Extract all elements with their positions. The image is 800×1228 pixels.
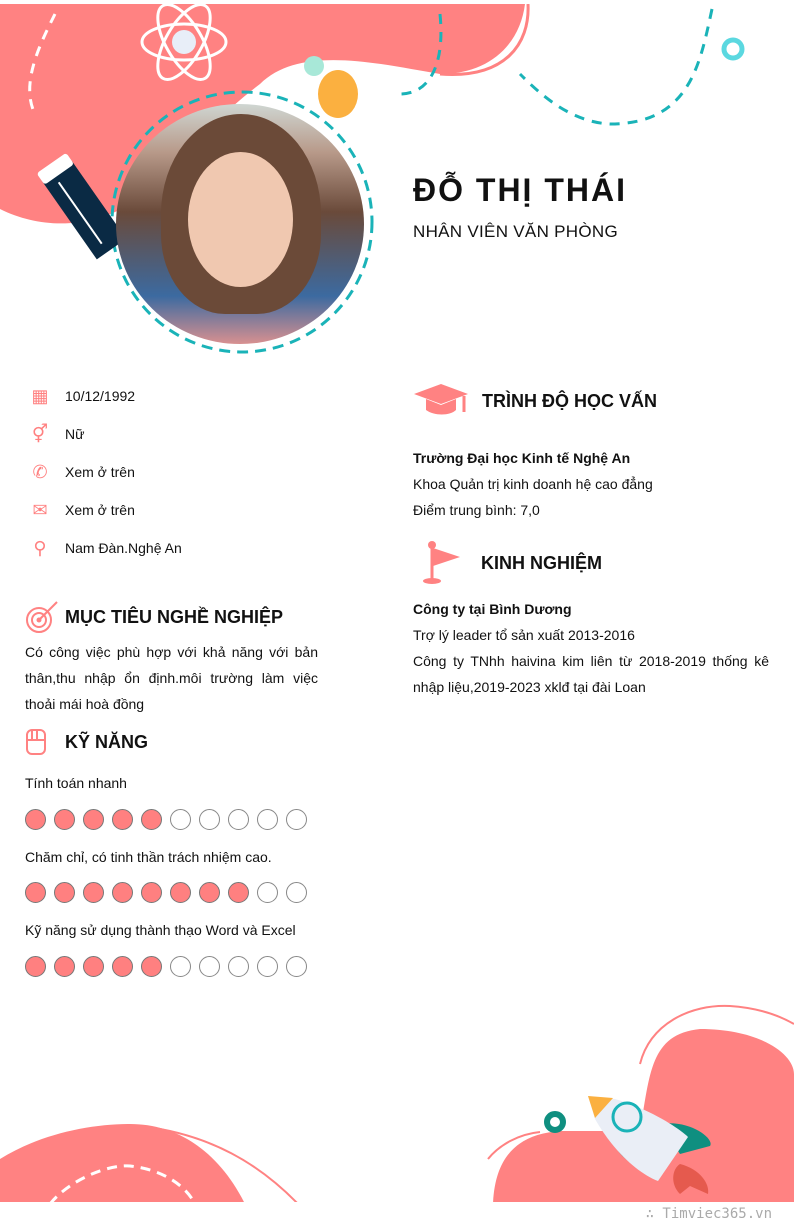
footer-decoration — [0, 994, 794, 1202]
flag-icon — [420, 540, 464, 586]
skill-name: Chăm chỉ, có tinh thần trách nhiệm cao. — [25, 849, 272, 865]
skill-dot-filled — [112, 956, 133, 977]
skill-dot-filled — [54, 956, 75, 977]
skill-dot-filled — [112, 809, 133, 830]
experience-line: Trợ lý leader tổ sản xuất 2013-2016 — [413, 627, 635, 643]
skill-dot-filled — [170, 882, 191, 903]
skill-dot-filled — [83, 956, 104, 977]
skill-dot-filled — [83, 882, 104, 903]
objective-heading: MỤC TIÊU NGHỀ NGHIỆP — [25, 600, 283, 634]
gpa: Điểm trung bình: 7,0 — [413, 502, 540, 518]
contact-email: ✉ Xem ở trên — [30, 500, 135, 520]
skill-rating — [25, 882, 307, 903]
experience-block — [413, 596, 769, 700]
skill-dot-filled — [112, 882, 133, 903]
skill-dot-empty — [257, 882, 278, 903]
fist-icon — [25, 726, 49, 758]
skill-dot-empty — [286, 882, 307, 903]
education-block — [413, 445, 653, 523]
phone-icon: ✆ — [32, 462, 48, 482]
skill-dot-empty — [257, 956, 278, 977]
gender-icon: ⚥ — [31, 424, 49, 444]
skill-dot-empty — [228, 809, 249, 830]
contact-address: ⚲ Nam Đàn.Nghệ An — [30, 538, 182, 558]
skill-dot-empty — [199, 956, 220, 977]
major: Khoa Quản trị kinh doanh hệ cao đẳng — [413, 476, 653, 492]
skill-dot-empty — [257, 809, 278, 830]
company-name: Công ty tại Bình Dương — [413, 601, 572, 617]
candidate-name: ĐỖ THỊ THÁI — [413, 172, 627, 208]
skill-dot-filled — [54, 882, 75, 903]
graduation-cap-icon — [414, 384, 470, 418]
contact-dob: ▦ 10/12/1992 — [31, 386, 136, 406]
email-icon: ✉ — [32, 500, 48, 520]
skill-rating — [25, 956, 307, 977]
school-name: Trường Đại học Kinh tế Nghệ An — [413, 450, 631, 466]
skill-dot-filled — [141, 956, 162, 977]
target-icon — [25, 600, 59, 634]
skill-dot-filled — [141, 809, 162, 830]
skill-name: Tính toán nhanh — [25, 775, 127, 791]
skill-dot-empty — [170, 956, 191, 977]
skill-dot-filled — [199, 882, 220, 903]
skill-name: Kỹ năng sử dụng thành thạo Word và Excel — [25, 922, 296, 938]
skill-dot-empty — [228, 956, 249, 977]
skill-dot-filled — [54, 809, 75, 830]
skill-dot-empty — [170, 809, 191, 830]
skill-dot-filled — [25, 809, 46, 830]
calendar-icon: ▦ — [31, 386, 49, 406]
watermark: ∴ Timviec365.vn — [645, 1206, 772, 1222]
objective-text: Có công việc phù hợp với khả năng với bản thân,thu nhập ổn định.môi trường làm việc thoải mái hoà đồng — [25, 644, 318, 712]
candidate-position: NHÂN VIÊN VĂN PHÒNG — [413, 222, 619, 241]
skill-dot-empty — [199, 809, 220, 830]
contact-gender: ⚥ Nữ — [31, 424, 85, 444]
experience-heading: KINH NGHIỆM — [420, 540, 602, 586]
skill-dot-empty — [286, 809, 307, 830]
header-decoration — [0, 4, 794, 364]
cv-page — [0, 4, 794, 1202]
skill-dot-filled — [228, 882, 249, 903]
skill-dot-filled — [25, 956, 46, 977]
contact-phone: ✆ Xem ở trên — [30, 462, 135, 482]
skill-rating — [25, 809, 307, 830]
education-heading: TRÌNH ĐỘ HỌC VẤN — [414, 384, 657, 418]
skills-heading: KỸ NĂNG — [25, 726, 148, 758]
experience-line: Công ty TNhh haivina kim liên từ 2018-2019 thống kê nhập liệu,2019-2023 xklđ tại đài Loan — [413, 653, 769, 695]
skill-dot-filled — [141, 882, 162, 903]
profile-photo — [116, 104, 364, 344]
skill-dot-filled — [83, 809, 104, 830]
skill-dot-empty — [286, 956, 307, 977]
location-icon: ⚲ — [33, 538, 47, 558]
skill-dot-filled — [25, 882, 46, 903]
